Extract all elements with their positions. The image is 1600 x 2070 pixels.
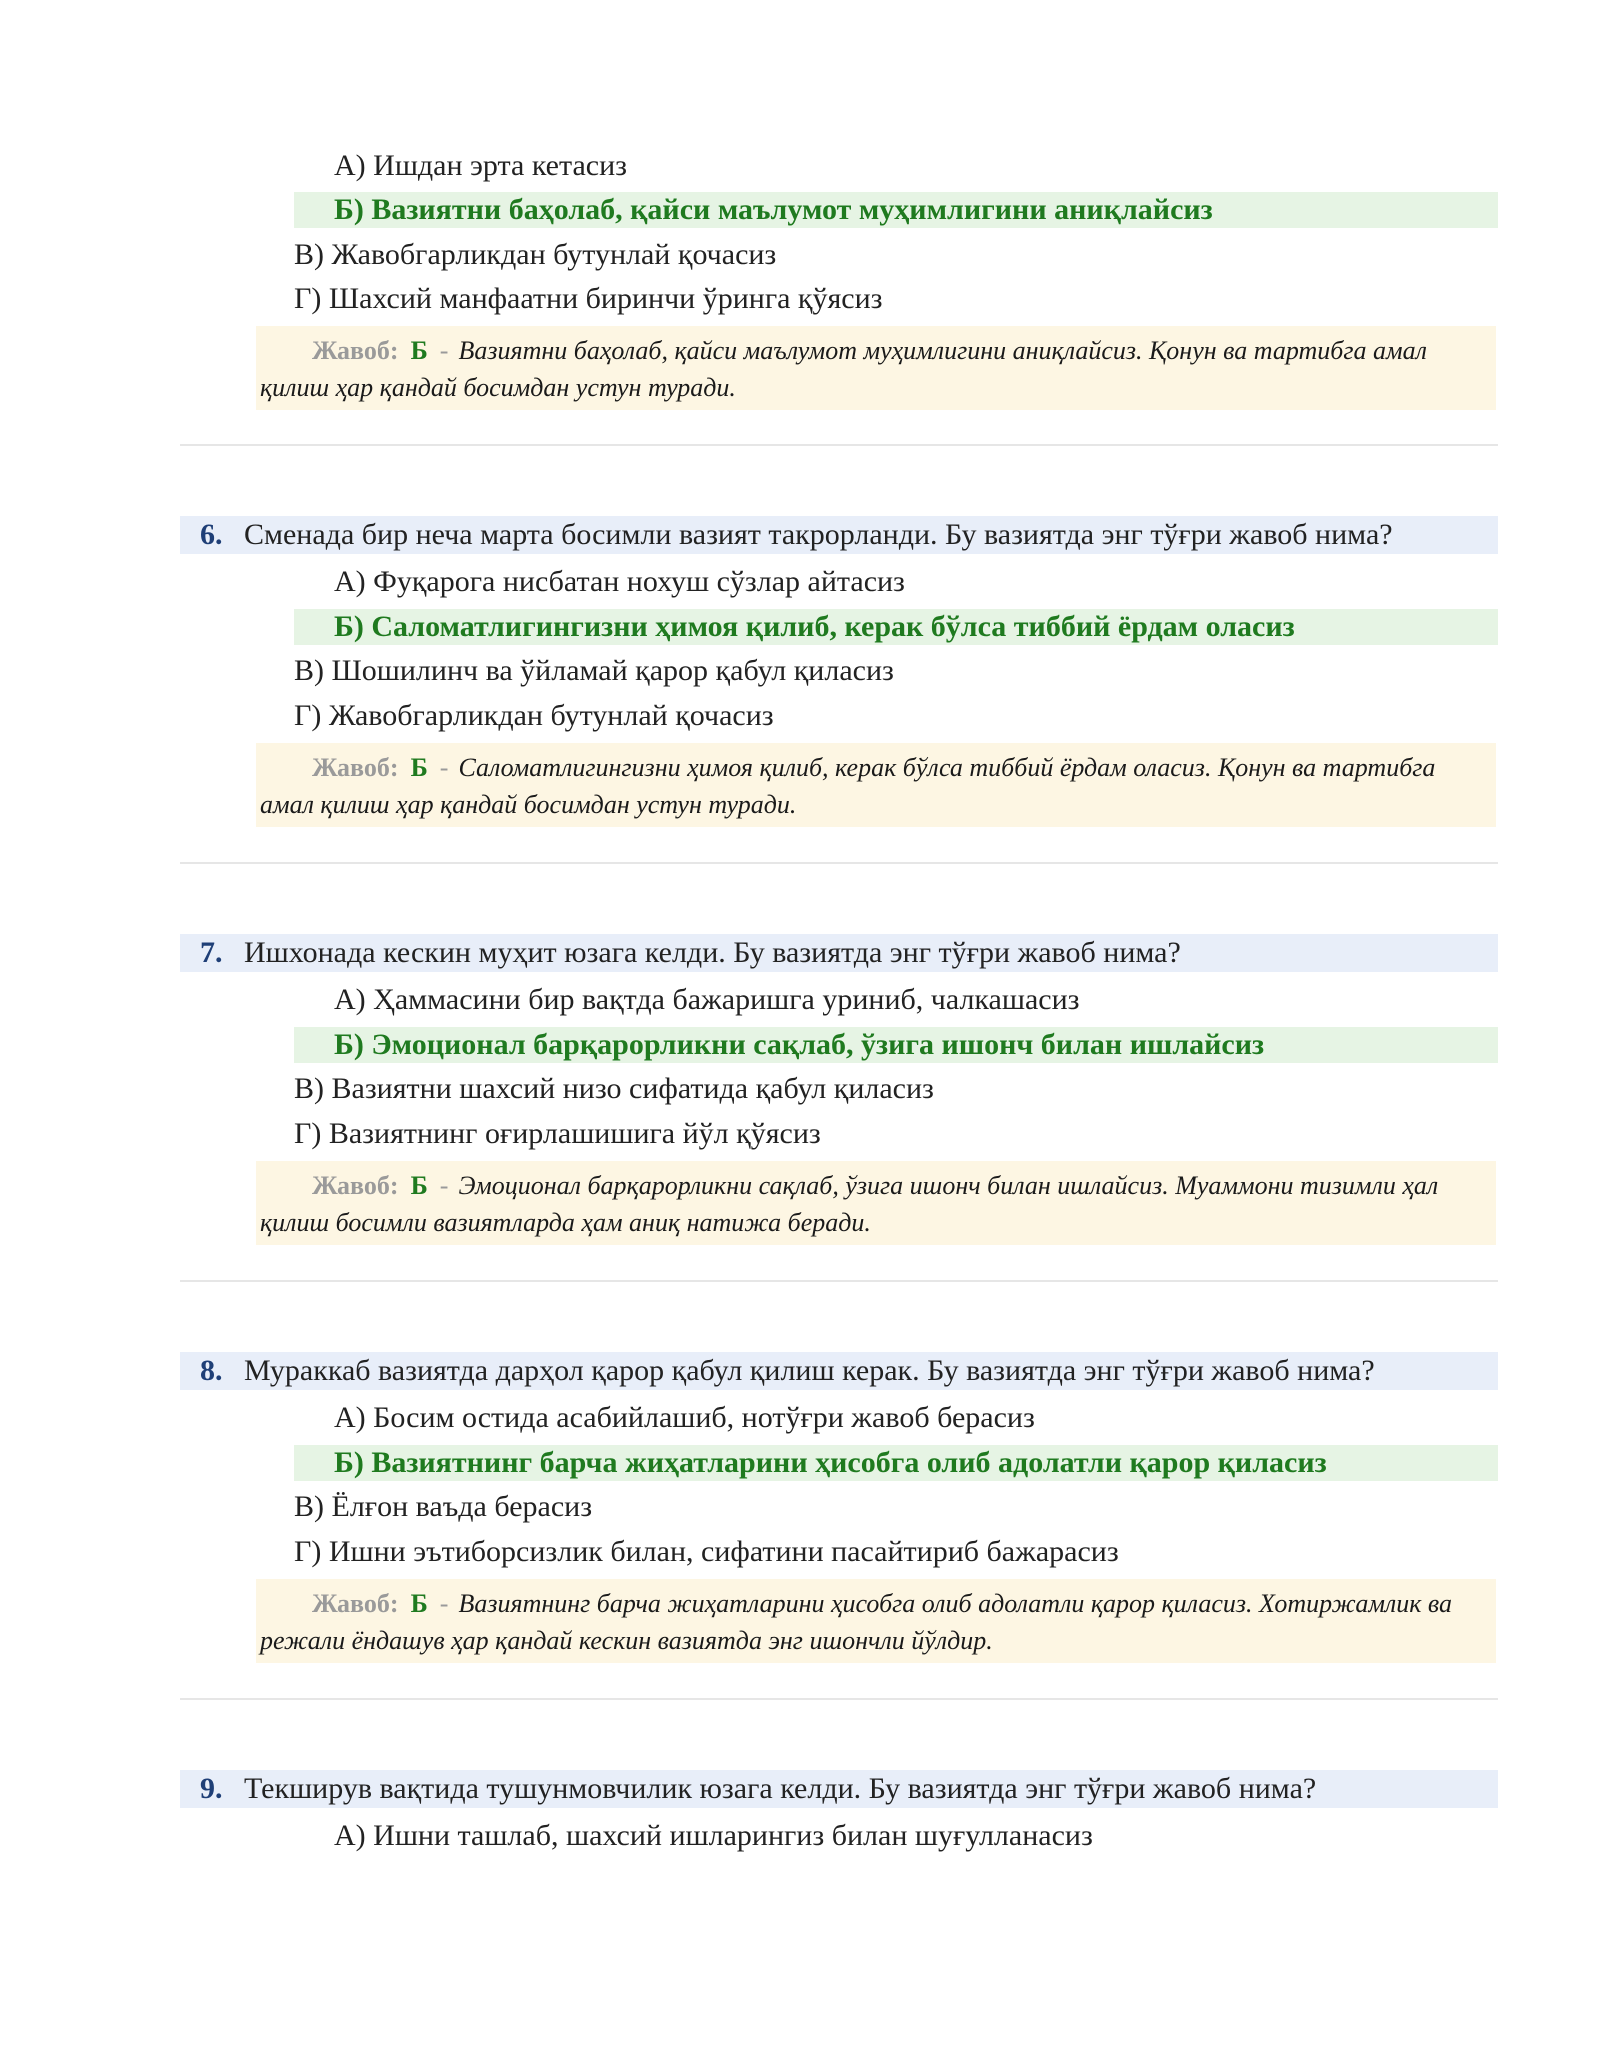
q9-option-a: А) Ишни ташлаб, шахсий ишларингиз билан шуғулланасиз	[334, 1819, 1093, 1852]
q8-option-b-correct: Б) Вазиятнинг барча жиҳатларини ҳисобга олиб адолатли қарор қиласиз	[294, 1445, 1498, 1481]
q8-answer-box	[256, 1579, 1496, 1663]
question-number: 9.	[200, 1772, 223, 1805]
q7-option-b-correct: Б) Эмоционал барқарорликни сақлаб, ўзига ишонч билан ишлайсиз	[294, 1027, 1498, 1063]
answer-dash: -	[439, 753, 449, 782]
answer-label: Жавоб:	[312, 336, 399, 365]
question-number: 7.	[200, 936, 223, 969]
question-text: Текширув вақтида тушунмовчилик юзага келди. Бу вазиятда энг тўғри жавоб нима?	[244, 1772, 1317, 1805]
answer-dash: -	[439, 336, 449, 365]
question-text: Сменада бир неча марта босимли вазият такрорланди. Бу вазиятда энг тўғри жавоб нима?	[244, 518, 1393, 551]
answer-label: Жавоб:	[312, 1589, 399, 1618]
answer-key: Б	[410, 336, 428, 365]
answer-explanation: Вазиятни баҳолаб, қайси маълумот муҳимлигини аниқлайсиз. Қонун ва тартибга амал қилиш ҳар қандай босимдан устун туради.	[260, 336, 1427, 402]
q5-answer-box	[256, 326, 1496, 410]
answer-explanation: Эмоционал барқарорликни сақлаб, ўзига ишонч билан ишлайсиз. Муаммони тизимли ҳал қилиш босимли вазиятларда ҳам аниқ натижа беради.	[260, 1171, 1439, 1237]
q6-answer-box	[256, 743, 1496, 827]
q6-option-v: В) Шошилинч ва ўйламай қарор қабул қиласиз	[294, 654, 894, 687]
answer-label: Жавоб:	[312, 753, 399, 782]
separator	[180, 1698, 1498, 1700]
q7-option-v: В) Вазиятни шахсий низо сифатида қабул қиласиз	[294, 1072, 934, 1105]
answer-key: Б	[410, 1171, 428, 1200]
q5-option-b-correct: Б) Вазиятни баҳолаб, қайси маълумот муҳимлигини аниқлайсиз	[294, 192, 1498, 228]
answer-label: Жавоб:	[312, 1171, 399, 1200]
question-7	[180, 934, 1498, 972]
q8-option-g: Г) Ишни эътиборсизлик билан, сифатини пасайтириб бажарасиз	[294, 1535, 1119, 1568]
answer-key: Б	[410, 1589, 428, 1618]
q6-option-a: А) Фуқарога нисбатан нохуш сўзлар айтасиз	[334, 565, 905, 598]
question-text: Мураккаб вазиятда дарҳол қарор қабул қилиш керак. Бу вазиятда энг тўғри жавоб нима?	[244, 1354, 1375, 1387]
q6-option-b-correct: Б) Саломатлигингизни ҳимоя қилиб, керак бўлса тиббий ёрдам оласиз	[294, 609, 1498, 645]
question-8	[180, 1352, 1498, 1390]
separator	[180, 862, 1498, 864]
q5-option-g: Г) Шахсий манфаатни биринчи ўринга қўясиз	[294, 282, 883, 315]
answer-explanation: Саломатлигингизни ҳимоя қилиб, керак бўлса тиббий ёрдам оласиз. Қонун ва тартибга амал қилиш ҳар қандай босимдан устун туради.	[260, 753, 1436, 819]
question-6	[180, 516, 1498, 554]
question-text: Ишхонада кескин муҳит юзага келди. Бу вазиятда энг тўғри жавоб нима?	[244, 936, 1181, 969]
q7-answer-box	[256, 1161, 1496, 1245]
q6-option-g: Г) Жавобгарликдан бутунлай қочасиз	[294, 699, 774, 732]
answer-key: Б	[410, 753, 428, 782]
answer-dash: -	[439, 1171, 449, 1200]
q8-option-a: А) Босим остида асабийлашиб, нотўғри жавоб берасиз	[334, 1401, 1035, 1434]
answer-explanation: Вазиятнинг барча жиҳатларини ҳисобга олиб адолатли қарор қиласиз. Хотиржамлик ва режали ёндашув ҳар қандай кескин вазиятда энг ишончли йўлдир.	[260, 1589, 1453, 1655]
q5-option-a: А) Ишдан эрта кетасиз	[334, 149, 627, 182]
separator	[180, 1280, 1498, 1282]
answer-dash: -	[439, 1589, 449, 1618]
separator	[180, 444, 1498, 446]
q7-option-a: А) Ҳаммасини бир вақтда бажаришга уриниб, чалкашасиз	[334, 983, 1080, 1016]
q5-option-v: В) Жавобгарликдан бутунлай қочасиз	[294, 238, 777, 271]
question-number: 6.	[200, 518, 223, 551]
question-number: 8.	[200, 1354, 223, 1387]
q7-option-g: Г) Вазиятнинг оғирлашишига йўл қўясиз	[294, 1117, 821, 1150]
question-9	[180, 1770, 1498, 1808]
q8-option-v: В) Ёлғон ваъда берасиз	[294, 1490, 593, 1523]
